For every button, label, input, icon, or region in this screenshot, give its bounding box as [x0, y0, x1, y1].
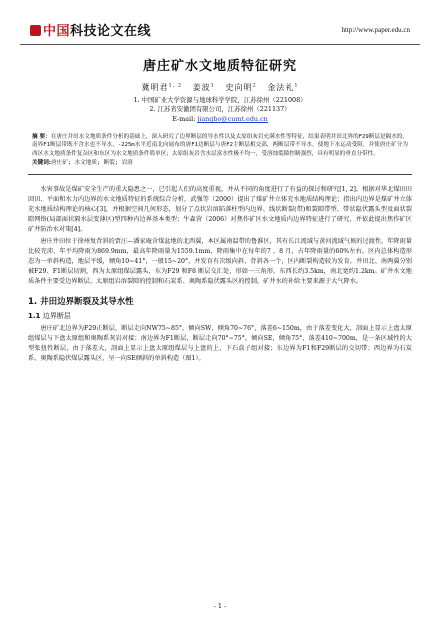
affiliations: [28, 96, 412, 114]
author-list: 冀明君$^{1, 2}$ 姜波$^1$ 史向明$^2$ 金法礼$^1$: [141, 82, 299, 92]
divider: [28, 174, 412, 175]
keywords-label: 关键词:: [32, 160, 52, 167]
author-name: 金法礼: [267, 83, 295, 92]
logo-text-black: 科技论文在线: [70, 24, 152, 39]
logo-mark-icon: [30, 25, 41, 36]
section-heading: 1. 井田边界断裂及其导水性: [28, 296, 134, 307]
affiliation-1: 1. 中国矿业大学资源与地球科学学院，江苏徐州（221008）: [133, 96, 307, 104]
keywords: [32, 159, 408, 167]
site-logo[interactable]: [30, 20, 151, 39]
abstract: [32, 133, 408, 158]
page-header: [20, 0, 420, 45]
body-paragraph: 唐庄矿北边界为F29正断层，断层走向NW75~85°，倾向SW，倾角70~76°，落差6~150m，由于落差变化大，剖面上显示上盘太原组煤层与下盘太原组和奥陶系灰岩对接；南边界为F1断层，断层走向70°~75°，倾向SE，倾角75°，落差410~700m，是一条区域性的大型张扭性断层，由于落差大，剖面上显示上盘太原组煤层与上盘的上，下石盒子组对接；东边界为F1和F29断层的交切带；西边界为石炭系、奥陶系隐伏煤层露头区，呈一向SE倾斜的单斜构造（图1）。: [28, 324, 412, 362]
email-link[interactable]: jiangbo@cumt.edu.cn: [197, 115, 268, 123]
abstract-label: 摘 要：: [32, 134, 51, 140]
site-url[interactable]: http://www.paper.edu.cn: [341, 26, 410, 34]
page-number: - 1 -: [213, 602, 227, 610]
author-name: 史向明: [225, 83, 253, 92]
author-name: 姜波: [192, 83, 211, 92]
subsection-heading: 1.1 边界断层: [28, 311, 71, 320]
keywords-text: 唐庄矿; 水文地质; 断裂; 岩溶: [51, 160, 133, 167]
affiliation-2: 2. 江苏省安徽团有限公司，江苏徐州（221137）: [149, 105, 291, 113]
body-paragraph: 唐庄井田位于徐州复背斜的贾汪—潘家庵含煤盆地的北西翼，本区属南温带的鲁淮区，其有长江流域与黄河流域气候的过渡性，年降雨量比较充沛，年平均降雨为869.9mm，最高年降雨量为1559.1mm，降雨集中在每年的7 、8 月，占年降雨量的60%左右。区内总体构造形态为一单斜构造，地层平缓，倾角10~41°，一般15~20°，并发育有次级向斜、背斜各一个，区内断裂构造较为发育，井田北、南两翼分别被F29、F1断层切割，西为太原组煤层露头，东为F29 和F8 断层交汇处，形如一三角形，东西长约3.5km，南北宽约1.2km。矿井水文地质条件主要受边界断层、太原组岩溶裂隙的控制和石炭系、奥陶系隐伏露头区的控制，矿井水的补给主要来源于大气降水。: [28, 237, 412, 285]
abstract-text: 在唐庄井田水文地质条件分析的基础上，深入研究了边界断层的导水性以及太原组灰岩充满水性等特征，结果表明井田北界的F29断层是隔水的，南界F1断层带既不含水也不导水，-225m水平近南北向展布的唐F1边断层与唐F2主断层相交部，两断层带不导水，使地下水运动受阻，并使唐庄矿分为西区水文地质条件复杂区和东区为水文地质条件简单区；太原组灰岩含水层富水性极不均一，受溶蚀裂隙控制强烈，具有明显的垂直分带性。: [32, 134, 408, 157]
contact-email: E-mail: jiangbo@cumt.edu.cn: [172, 115, 268, 123]
logo-text-red: 中国: [43, 24, 71, 39]
body-paragraph: 水害事故是煤矿安全生产的重大隐患之一，已引起人们的高度重视，并从不同的角度进行了有益的探讨和研究[1, 2]。根据对华北煤田田回田、平面和水力内边界的水文地质特征的系统综合分析，武强等（2000）提出了煤矿井立体充水地质结构理论；指出内边界是煤矿井立体充水地质结构理论的核心[3]，并根据空间几何形态，划分了点状岩溶陷落柱型内边界、线状断裂(带)和裂隙带型、带状隐伏露头型及面状裂隙网络(局部面状隔水层变薄区)型四种内边界基本类型；牛森营（2006）对焦作矿区水文地质内边界特征进行了研究，并依此提出焦作矿区矿井防治水对策[4]。: [28, 185, 412, 233]
author-name: 冀明君: [141, 83, 169, 92]
paper-title: 唐庄矿水文地质特征研究: [142, 59, 297, 74]
